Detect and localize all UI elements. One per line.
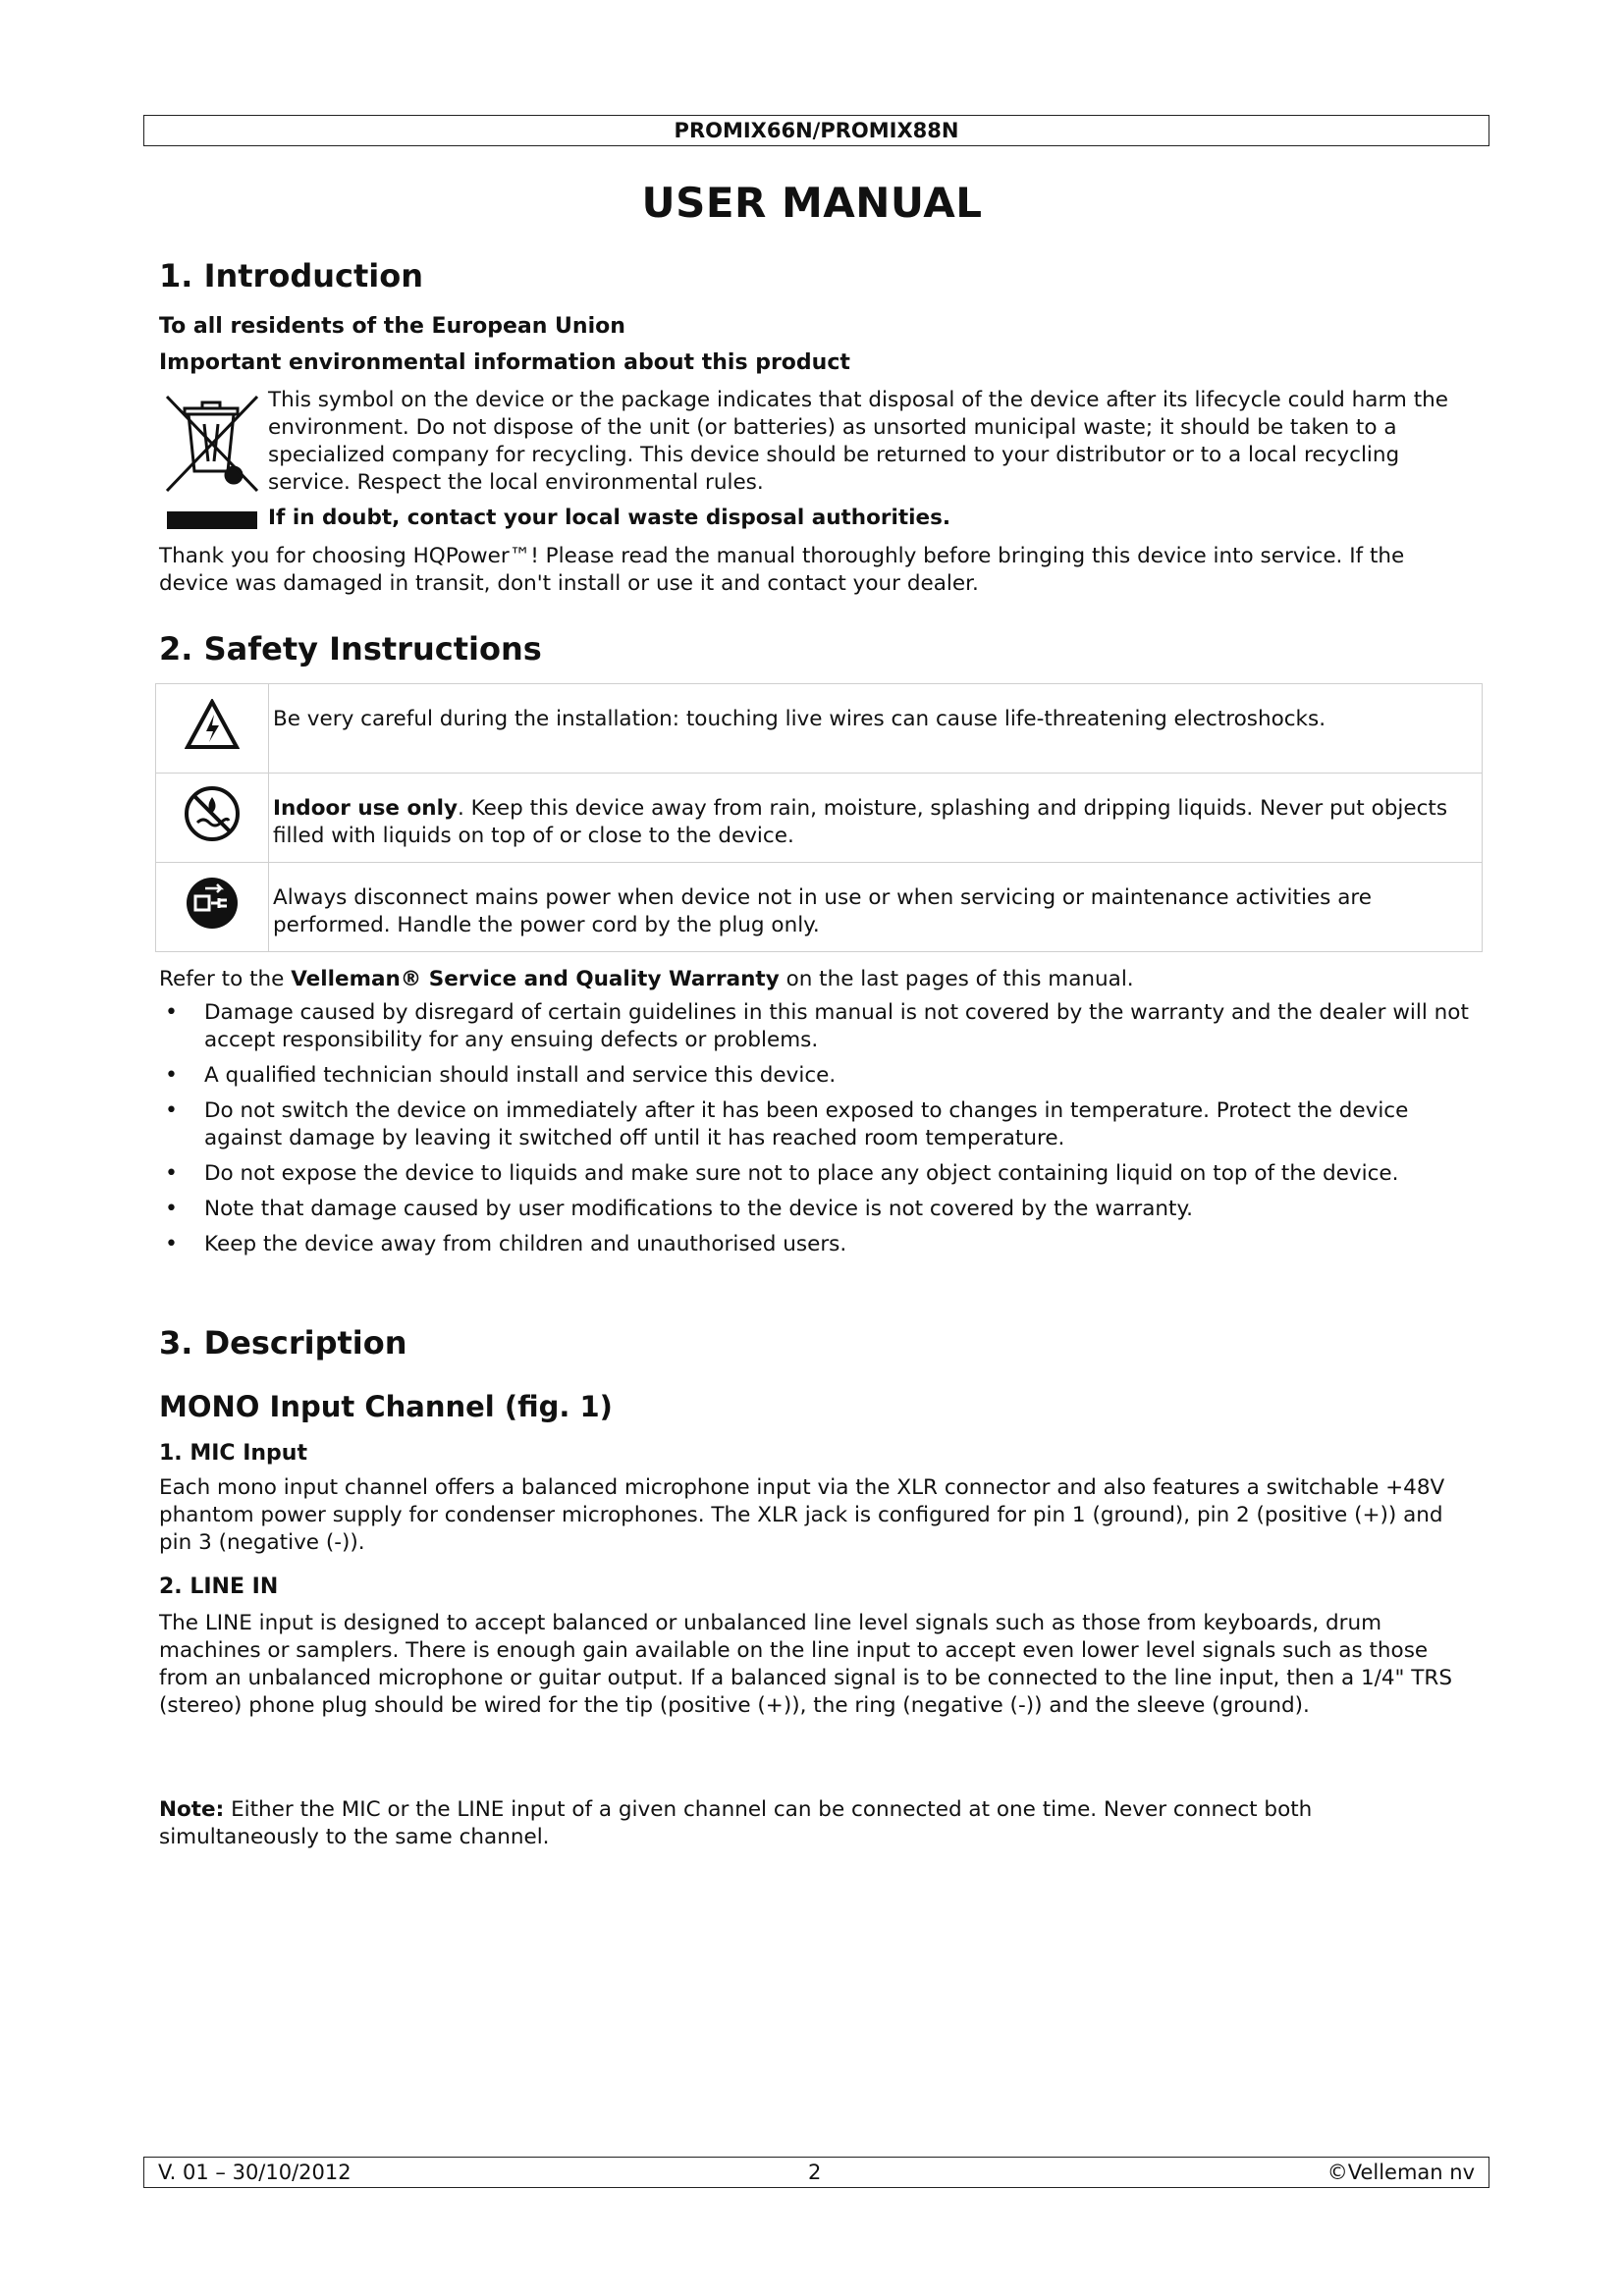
safety-text-indoor [269,774,1483,863]
environment-heading: Important environmental information about this product [159,350,850,375]
warranty-reference [159,966,1475,993]
list-item: • Note that damage caused by user modifications to the device is not covered by the warranty. [159,1196,1475,1223]
footer-copyright: ©Velleman nv [1326,2161,1475,2184]
refer-prefix: Refer to the [159,967,292,991]
line-in-heading: 2. LINE IN [159,1575,279,1599]
list-item: • Do not expose the device to liquids and make sure not to place any object containing liquid on top of the device. [159,1160,1475,1188]
footer-page-number: 2 [808,2161,822,2184]
note-text: Either the MIC or the LINE input of a given channel can be connected at one time. Never connect both simultaneously to the same channel. [159,1797,1313,1849]
section-heading-introduction: 1. Introduction [159,257,423,294]
safety-icon-cell [156,684,269,774]
note-paragraph [159,1796,1475,1851]
safety-bullet-list [159,999,1475,1266]
safety-row [156,684,1483,774]
weee-paragraph: This symbol on the device or the package indicates that disposal of the device after its lifecycle could harm the environment. Do not dispose of the unit (or batteries) as unsorted municipal waste; it should be taken to a specialized company for recycling. This device should be returned to your distributor or to a local recycling service. Respect the local environmental rules. [268,388,1448,495]
page-footer [143,2157,1489,2188]
indoor-use-text: . Keep this device away from rain, moisture, splashing and dripping liquids. Never put objects filled with liquids on top of or close to the device. [273,796,1448,848]
mic-input-heading: 1. MIC Input [159,1441,307,1466]
safety-row [156,774,1483,863]
warranty-name: Velleman® Service and Quality Warranty [291,967,780,991]
document-title: USER MANUAL [641,179,983,227]
line-in-paragraph: The LINE input is designed to accept balanced or unbalanced line level signals such as those from keyboards, drum machines or samplers. There is enough gain available on the line input to accept even lower level signals such as those from an unbalanced microphone or guitar output. If a balanced signal is to be connected to the line input, then a 1/4" TRS (stereo) phone plug should be wired for the tip (positive (+)), the ring (negative (-)) and the sleeve (ground). [159,1611,1453,1718]
safety-text-electroshock [269,684,1483,774]
indoor-use-label: Indoor use only [273,796,458,821]
footer-version: V. 01 – 30/10/2012 [158,2161,352,2184]
list-item: • Damage caused by disregard of certain guidelines in this manual is not covered by the warranty and the dealer will not accept responsibility for any ensuing defects or problems. [159,999,1475,1054]
thank-you-paragraph: Thank you for choosing HQPower™! Please read the manual thoroughly before bringing this device into service. If the device was damaged in transit, don't install or use it and contact your dealer. [159,544,1405,596]
list-item: • A qualified technician should install and service this device. [159,1062,1475,1090]
note-label: Note: [159,1797,225,1822]
list-item: • Keep the device away from children and unauthorised users. [159,1231,1475,1258]
refer-suffix: on the last pages of this manual. [779,967,1134,991]
mono-channel-heading: MONO Input Channel (fig. 1) [159,1390,613,1423]
weee-bar [167,511,257,529]
safety-icon-cell [156,863,269,952]
safety-icon-cell [156,774,269,863]
section-heading-description: 3. Description [159,1324,407,1362]
list-item: • Do not switch the device on immediately after it has been exposed to changes in temperature. Protect the device against damage by leaving it switched off until it has reached room temperature. [159,1097,1475,1152]
page-header [143,115,1489,146]
safety-disconnect-text: Always disconnect mains power when device not in use or when servicing or maintenance activities are performed. Handle the power cord by the plug only. [273,885,1372,937]
safety-row [156,863,1483,952]
safety-table [155,683,1483,952]
section-heading-safety: 2. Safety Instructions [159,630,542,667]
safety-text-disconnect [269,863,1483,952]
eu-heading: To all residents of the European Union [159,314,625,339]
crossed-bin-icon [159,389,265,497]
disposal-notice: If in doubt, contact your local waste disposal authorities. [268,506,951,530]
model-name: PROMIX66N/PROMIX88N [674,119,959,142]
mic-input-paragraph: Each mono input channel offers a balanced microphone input via the XLR connector and also features a switchable +48V phantom power supply for condenser microphones. The XLR jack is configured for pin 1 (ground), pin 2 (positive (+)) and pin 3 (negative (-)). [159,1475,1445,1555]
electric-shock-warning-icon [185,699,240,750]
disconnect-plug-icon [184,875,241,932]
indoor-use-only-icon [184,785,241,842]
safety-electroshock-text: Be very careful during the installation: touching live wires can cause life-threatening electroshocks. [273,707,1326,731]
